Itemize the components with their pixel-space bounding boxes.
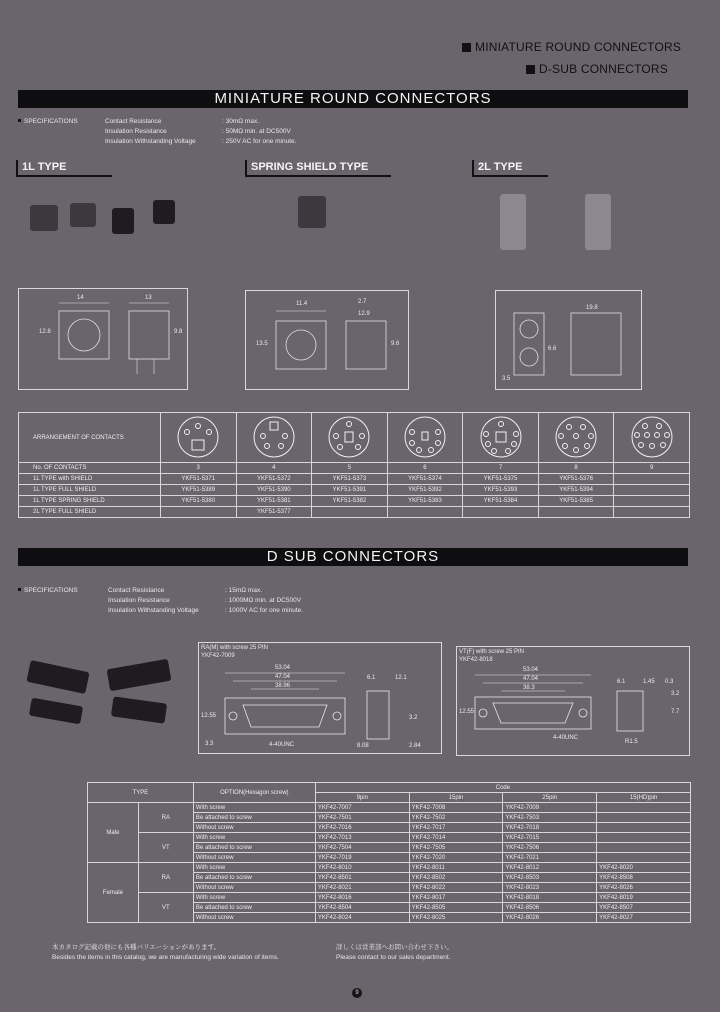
dim-label: 47.04 — [523, 676, 539, 682]
drawing-ra-svg — [199, 643, 441, 753]
table-cell: YKF51-5377 — [236, 507, 312, 518]
code-cell: YKF42-7016 — [315, 823, 409, 833]
code-cell: YKF42-8025 — [409, 913, 503, 923]
dim-label: 2.84 — [409, 743, 421, 749]
table-row — [88, 783, 691, 793]
row-label: 1L TYPE SPRING SHIELD — [19, 496, 161, 507]
type-heading-1l: 1L TYPE — [16, 160, 112, 177]
table-row — [19, 496, 690, 507]
code-cell: YKF42-7504 — [315, 843, 409, 853]
dim-label: 6.1 — [367, 675, 376, 681]
code-cell: YKF42-8507 — [597, 903, 691, 913]
table-cell — [614, 496, 690, 507]
drawing-title: VT(F) with screw 25 PIN — [459, 649, 525, 655]
table-row — [19, 413, 690, 463]
product-photo — [26, 660, 89, 694]
code-cell: YKF42-7015 — [503, 833, 597, 843]
code-cell: YKF42-7506 — [503, 843, 597, 853]
code-cell — [597, 843, 691, 853]
table-cell: YKF51-5385 — [538, 496, 614, 507]
code-cell: YKF42-8012 — [503, 863, 597, 873]
type-cell-male: Male — [88, 803, 139, 863]
option-cell: Without screw — [193, 823, 315, 833]
table-cell: 8 — [538, 463, 614, 474]
code-cell — [597, 803, 691, 813]
code-cell: YKF42-8018 — [503, 893, 597, 903]
header-line-1 — [462, 40, 681, 54]
option-cell: With screw — [193, 863, 315, 873]
product-photo — [585, 194, 611, 250]
dim-label: 53.04 — [523, 667, 539, 673]
spec-name: Insulation Withstanding Voltage — [105, 138, 196, 145]
product-photo — [29, 698, 83, 725]
code-cell: YKF42-8506 — [503, 903, 597, 913]
product-photo — [70, 203, 96, 227]
spec-value: : 50MΩ min. at DC500V — [222, 128, 291, 135]
spec-name: Contact Resistance — [105, 118, 162, 125]
table-row — [19, 485, 690, 496]
table-cell: 5 — [312, 463, 388, 474]
mini-din-5-icon — [318, 414, 380, 460]
table-cell: YKF51-5393 — [463, 485, 539, 496]
option-cell: Be attached to screw — [193, 843, 315, 853]
pin-diagram-4 — [236, 413, 312, 463]
table-cell — [463, 507, 539, 518]
product-photo — [112, 208, 134, 234]
code-cell: YKF42-8010 — [315, 863, 409, 873]
mini-din-4-icon — [243, 414, 305, 460]
mini-din-6-icon — [394, 414, 456, 460]
option-cell: Without screw — [193, 883, 315, 893]
table-cell — [614, 474, 690, 485]
table-cell — [614, 507, 690, 518]
col-header-type: TYPE — [88, 783, 194, 803]
spec-label-text: SPECIFICATIONS — [24, 118, 78, 125]
option-cell: With screw — [193, 803, 315, 813]
code-cell — [597, 833, 691, 843]
code-cell: YKF42-8019 — [597, 893, 691, 903]
table-cell: YKF51-5384 — [463, 496, 539, 507]
pin-diagram-7 — [463, 413, 539, 463]
dim-label: 13 — [145, 295, 152, 301]
header-line-2 — [526, 62, 668, 76]
spec-name: Insulation Withstanding Voltage — [108, 607, 199, 614]
pin-diagram-3 — [160, 413, 236, 463]
table-cell: 3 — [160, 463, 236, 474]
code-cell: YKF42-7503 — [503, 813, 597, 823]
table-cell: YKF51-5381 — [236, 496, 312, 507]
table-cell: YKF51-5371 — [160, 474, 236, 485]
dim-label: 13.5 — [256, 341, 268, 347]
table-cell — [538, 507, 614, 518]
table-cell: YKF51-5380 — [160, 496, 236, 507]
table-cell: 6 — [387, 463, 463, 474]
spec-label-text: SPECIFICATIONS — [24, 587, 78, 594]
spec-value: : 250V AC for one minute. — [222, 138, 297, 145]
product-photo — [298, 196, 326, 228]
code-cell: YKF42-8023 — [503, 883, 597, 893]
dim-label: 7.7 — [671, 709, 680, 715]
dim-label: R1.5 — [625, 739, 638, 745]
table-cell: YKF51-5382 — [312, 496, 388, 507]
table-cell: YKF51-5394 — [538, 485, 614, 496]
mount-cell: RA — [138, 863, 193, 893]
table-cell: YKF51-5390 — [236, 485, 312, 496]
dim-label: 9.8 — [174, 329, 183, 335]
table-cell: YKF51-5375 — [463, 474, 539, 485]
dim-label: 3.3 — [205, 741, 214, 747]
table-cell: 7 — [463, 463, 539, 474]
option-cell: With screw — [193, 893, 315, 903]
drawing-title: RA(M) with screw 25 PIN — [201, 645, 269, 651]
header-line-1-text: MINIATURE ROUND CONNECTORS — [475, 40, 682, 54]
spec-value: : 15mΩ max. — [225, 587, 263, 594]
col-header-code: Code — [315, 783, 690, 793]
header-line-2-text: D-SUB CONNECTORS — [539, 62, 668, 76]
row-label: 1L TYPE with SHIELD — [19, 474, 161, 485]
code-cell: YKF42-7007 — [315, 803, 409, 813]
code-cell: YKF42-7020 — [409, 853, 503, 863]
footer-note-en-right: Please contact to our sales department. — [336, 954, 451, 961]
dim-label: 6.1 — [617, 679, 626, 685]
drawing-1l-svg — [19, 289, 187, 389]
table-row — [19, 474, 690, 485]
section-banner-dsub: D SUB CONNECTORS — [18, 548, 688, 566]
code-cell: YKF42-8024 — [315, 913, 409, 923]
col-header-pin: 15pin — [409, 793, 503, 803]
dim-label: 3.2 — [671, 691, 680, 697]
mini-din-3-icon — [167, 414, 229, 460]
dim-label: 12.8 — [39, 329, 51, 335]
type-heading-2l: 2L TYPE — [472, 160, 548, 177]
dim-label: 53.04 — [275, 665, 291, 671]
drawing-spring-svg — [246, 291, 408, 389]
dim-label: 12.55 — [201, 713, 217, 719]
code-cell: YKF42-7021 — [503, 853, 597, 863]
code-cell: YKF42-8021 — [315, 883, 409, 893]
footer-note-jp-right: 詳しくは営業部へお問い合わせ下さい。 — [336, 944, 453, 951]
mini-din-7-icon — [470, 414, 532, 460]
dim-label: 12.55 — [459, 709, 475, 715]
pin-diagram-8 — [538, 413, 614, 463]
col-header-pin: 9pin — [315, 793, 409, 803]
code-cell: YKF42-8503 — [503, 873, 597, 883]
arrangement-table — [18, 412, 690, 518]
table-cell: YKF51-5376 — [538, 474, 614, 485]
spec-label-round — [18, 118, 78, 125]
table-row — [19, 463, 690, 474]
code-cell: YKF42-8505 — [409, 903, 503, 913]
product-photo — [500, 194, 526, 250]
code-cell: YKF42-8502 — [409, 873, 503, 883]
dim-label: 38.96 — [275, 683, 291, 689]
count-label: No. OF CONTACTS — [19, 463, 161, 474]
section-banner-round: MINIATURE ROUND CONNECTORS — [18, 90, 688, 108]
table-cell: YKF51-5373 — [312, 474, 388, 485]
code-cell: YKF42-7017 — [409, 823, 503, 833]
option-cell: Be attached to screw — [193, 903, 315, 913]
product-photo — [107, 659, 172, 691]
mini-din-8-icon — [545, 414, 607, 460]
spec-value: : 1000MΩ min. at DC500V — [225, 597, 302, 604]
dim-label: 12.1 — [395, 675, 407, 681]
option-cell: Be attached to screw — [193, 813, 315, 823]
dsub-code-table — [87, 782, 691, 923]
table-cell — [387, 507, 463, 518]
col-header-pin: 15(HD)pin — [597, 793, 691, 803]
table-row — [88, 833, 691, 843]
dim-label: 8.08 — [357, 743, 369, 749]
code-cell: YKF42-8026 — [597, 883, 691, 893]
drawing-part-number: YKF42-7009 — [201, 653, 235, 659]
technical-drawing-spring — [245, 290, 409, 390]
product-photo — [153, 200, 175, 224]
page-number: 9 — [352, 988, 362, 998]
table-cell: YKF51-5374 — [387, 474, 463, 485]
table-cell: YKF51-5391 — [312, 485, 388, 496]
code-cell: YKF42-7505 — [409, 843, 503, 853]
mount-cell: RA — [138, 803, 193, 833]
mini-din-9-icon — [621, 414, 683, 460]
code-cell: YKF42-8022 — [409, 883, 503, 893]
dim-label: 2.7 — [358, 299, 367, 305]
spec-name: Insulation Resistance — [108, 597, 170, 604]
dim-label: 9.6 — [391, 341, 400, 347]
arrangement-label: ARRANGEMENT OF CONTACTS — [19, 413, 161, 463]
code-cell: YKF42-8501 — [315, 873, 409, 883]
code-cell: YKF42-8020 — [597, 863, 691, 873]
table-row — [19, 507, 690, 518]
table-cell — [614, 485, 690, 496]
col-header-pin: 25pin — [503, 793, 597, 803]
spec-name: Contact Resistance — [108, 587, 165, 594]
dim-label: 11.4 — [296, 301, 308, 307]
code-cell: YKF42-8016 — [315, 893, 409, 903]
code-cell: YKF42-7019 — [315, 853, 409, 863]
option-cell: Be attached to screw — [193, 873, 315, 883]
pin-diagram-5 — [312, 413, 388, 463]
dim-label: 4-40UNC — [269, 742, 295, 748]
option-cell: With screw — [193, 833, 315, 843]
option-cell: Without screw — [193, 853, 315, 863]
code-cell — [597, 853, 691, 863]
product-photo — [111, 696, 167, 723]
dim-label: 1.45 — [643, 679, 655, 685]
spec-name: Insulation Resistance — [105, 128, 167, 135]
row-label: 2L TYPE FULL SHIELD — [19, 507, 161, 518]
code-cell: YKF42-8017 — [409, 893, 503, 903]
dim-label: 0.3 — [665, 679, 674, 685]
spec-value: : 1000V AC for one minute. — [225, 607, 304, 614]
dim-label: 12.9 — [358, 311, 370, 317]
table-cell: YKF51-5372 — [236, 474, 312, 485]
mount-cell: VT — [138, 893, 193, 923]
dim-label: 19.8 — [586, 305, 598, 311]
table-cell: YKF51-5383 — [387, 496, 463, 507]
table-row — [88, 863, 691, 873]
code-cell — [597, 813, 691, 823]
dim-label: 38.3 — [523, 685, 535, 691]
dim-label: 47.04 — [275, 674, 291, 680]
footer-note-jp-left: 本カタログ記載の他にも各種バリエーションがあります。 — [52, 944, 221, 951]
pin-diagram-6 — [387, 413, 463, 463]
code-cell: YKF42-8504 — [315, 903, 409, 913]
spec-value: : 30mΩ max. — [222, 118, 260, 125]
col-header-option: OPTION(Hexagon screw) — [193, 783, 315, 803]
code-cell: YKF42-8027 — [597, 913, 691, 923]
table-cell: YKF51-5389 — [160, 485, 236, 496]
code-cell — [597, 823, 691, 833]
technical-drawing-vt — [456, 646, 690, 756]
code-cell: YKF42-7502 — [409, 813, 503, 823]
drawing-2l-svg — [496, 291, 641, 389]
table-cell: 9 — [614, 463, 690, 474]
pin-diagram-9 — [614, 413, 690, 463]
table-cell: YKF51-5392 — [387, 485, 463, 496]
table-cell — [160, 507, 236, 518]
row-label: 1L TYPE FULL SHIELD — [19, 485, 161, 496]
code-cell: YKF42-7013 — [315, 833, 409, 843]
code-cell: YKF42-8508 — [597, 873, 691, 883]
code-cell: YKF42-7501 — [315, 813, 409, 823]
technical-drawing-2l — [495, 290, 642, 390]
code-cell: YKF42-7008 — [409, 803, 503, 813]
dim-label: 3.2 — [409, 715, 418, 721]
code-cell: YKF42-7009 — [503, 803, 597, 813]
code-cell: YKF42-8026 — [503, 913, 597, 923]
dim-label: 6.6 — [548, 346, 557, 352]
type-heading-spring: SPRING SHIELD TYPE — [245, 160, 391, 177]
technical-drawing-1l — [18, 288, 188, 390]
table-cell — [312, 507, 388, 518]
option-cell: Without screw — [193, 913, 315, 923]
dim-label: 4-40UNC — [553, 735, 579, 741]
footer-note-en-left: Besides the items in this catalog, we are manufacturing wide variation of items. — [52, 954, 279, 961]
table-cell: 4 — [236, 463, 312, 474]
product-photo — [30, 205, 58, 231]
drawing-part-number: YKF42-8018 — [459, 657, 493, 663]
type-cell-female: Female — [88, 863, 139, 923]
code-cell: YKF42-7018 — [503, 823, 597, 833]
dim-label: 3.5 — [502, 376, 511, 382]
code-cell: YKF42-7014 — [409, 833, 503, 843]
technical-drawing-ra — [198, 642, 442, 754]
table-row — [88, 803, 691, 813]
mount-cell: VT — [138, 833, 193, 863]
dim-label: 14 — [77, 295, 84, 301]
code-cell: YKF42-8011 — [409, 863, 503, 873]
spec-label-dsub — [18, 587, 78, 594]
table-row — [88, 893, 691, 903]
